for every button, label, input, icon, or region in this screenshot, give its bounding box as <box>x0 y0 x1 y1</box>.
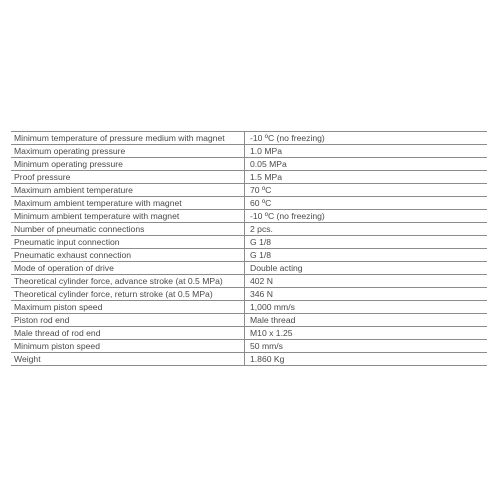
table-row <box>11 145 487 158</box>
parameter-cell: Minimum piston speed <box>11 340 245 353</box>
value-cell: 346 N <box>245 288 488 301</box>
parameter-cell: Maximum piston speed <box>11 301 245 314</box>
value-cell: G 1/8 <box>245 236 488 249</box>
parameter-cell: Pneumatic input connection <box>11 236 245 249</box>
parameter-cell: Minimum ambient temperature with magnet <box>11 210 245 223</box>
value-cell: 1.5 MPa <box>245 171 488 184</box>
value-cell: 50 mm/s <box>245 340 488 353</box>
table-row <box>11 249 487 262</box>
value-cell: Male thread <box>245 314 488 327</box>
value-cell: 0.05 MPa <box>245 158 488 171</box>
value-cell: 1,000 mm/s <box>245 301 488 314</box>
parameter-cell: Male thread of rod end <box>11 327 245 340</box>
value-cell: -10 ºC (no freezing) <box>245 132 488 145</box>
parameter-cell: Minimum temperature of pressure medium with magnet <box>11 132 245 145</box>
table-row <box>11 223 487 236</box>
table-row <box>11 197 487 210</box>
parameter-cell: Maximum ambient temperature with magnet <box>11 197 245 210</box>
parameter-cell: Number of pneumatic connections <box>11 223 245 236</box>
value-cell: 1.860 Kg <box>245 353 488 366</box>
table-row <box>11 353 487 366</box>
parameter-cell: Proof pressure <box>11 171 245 184</box>
table-row <box>11 262 487 275</box>
parameter-cell: Minimum operating pressure <box>11 158 245 171</box>
value-cell: 1.0 MPa <box>245 145 488 158</box>
parameter-cell: Piston rod end <box>11 314 245 327</box>
parameter-cell: Theoretical cylinder force, advance stroke (at 0.5 MPa) <box>11 275 245 288</box>
parameter-cell: Weight <box>11 353 245 366</box>
table-row <box>11 288 487 301</box>
table-row <box>11 184 487 197</box>
parameter-cell: Pneumatic exhaust connection <box>11 249 245 262</box>
table-row <box>11 171 487 184</box>
table-row <box>11 301 487 314</box>
table-row <box>11 275 487 288</box>
value-cell: Double acting <box>245 262 488 275</box>
value-cell: 402 N <box>245 275 488 288</box>
value-cell: M10 x 1.25 <box>245 327 488 340</box>
parameter-cell: Mode of operation of drive <box>11 262 245 275</box>
specifications-table-body <box>11 132 487 366</box>
table-row <box>11 314 487 327</box>
value-cell: 70 ºC <box>245 184 488 197</box>
table-row <box>11 132 487 145</box>
value-cell: -10 ºC (no freezing) <box>245 210 488 223</box>
table-row <box>11 236 487 249</box>
table-row <box>11 210 487 223</box>
parameter-cell: Maximum ambient temperature <box>11 184 245 197</box>
parameter-cell: Maximum operating pressure <box>11 145 245 158</box>
table-row <box>11 158 487 171</box>
specifications-table <box>11 131 487 366</box>
table-row <box>11 327 487 340</box>
parameter-cell: Theoretical cylinder force, return stroke (at 0.5 MPa) <box>11 288 245 301</box>
table-row <box>11 340 487 353</box>
value-cell: 2 pcs. <box>245 223 488 236</box>
value-cell: 60 ºC <box>245 197 488 210</box>
value-cell: G 1/8 <box>245 249 488 262</box>
